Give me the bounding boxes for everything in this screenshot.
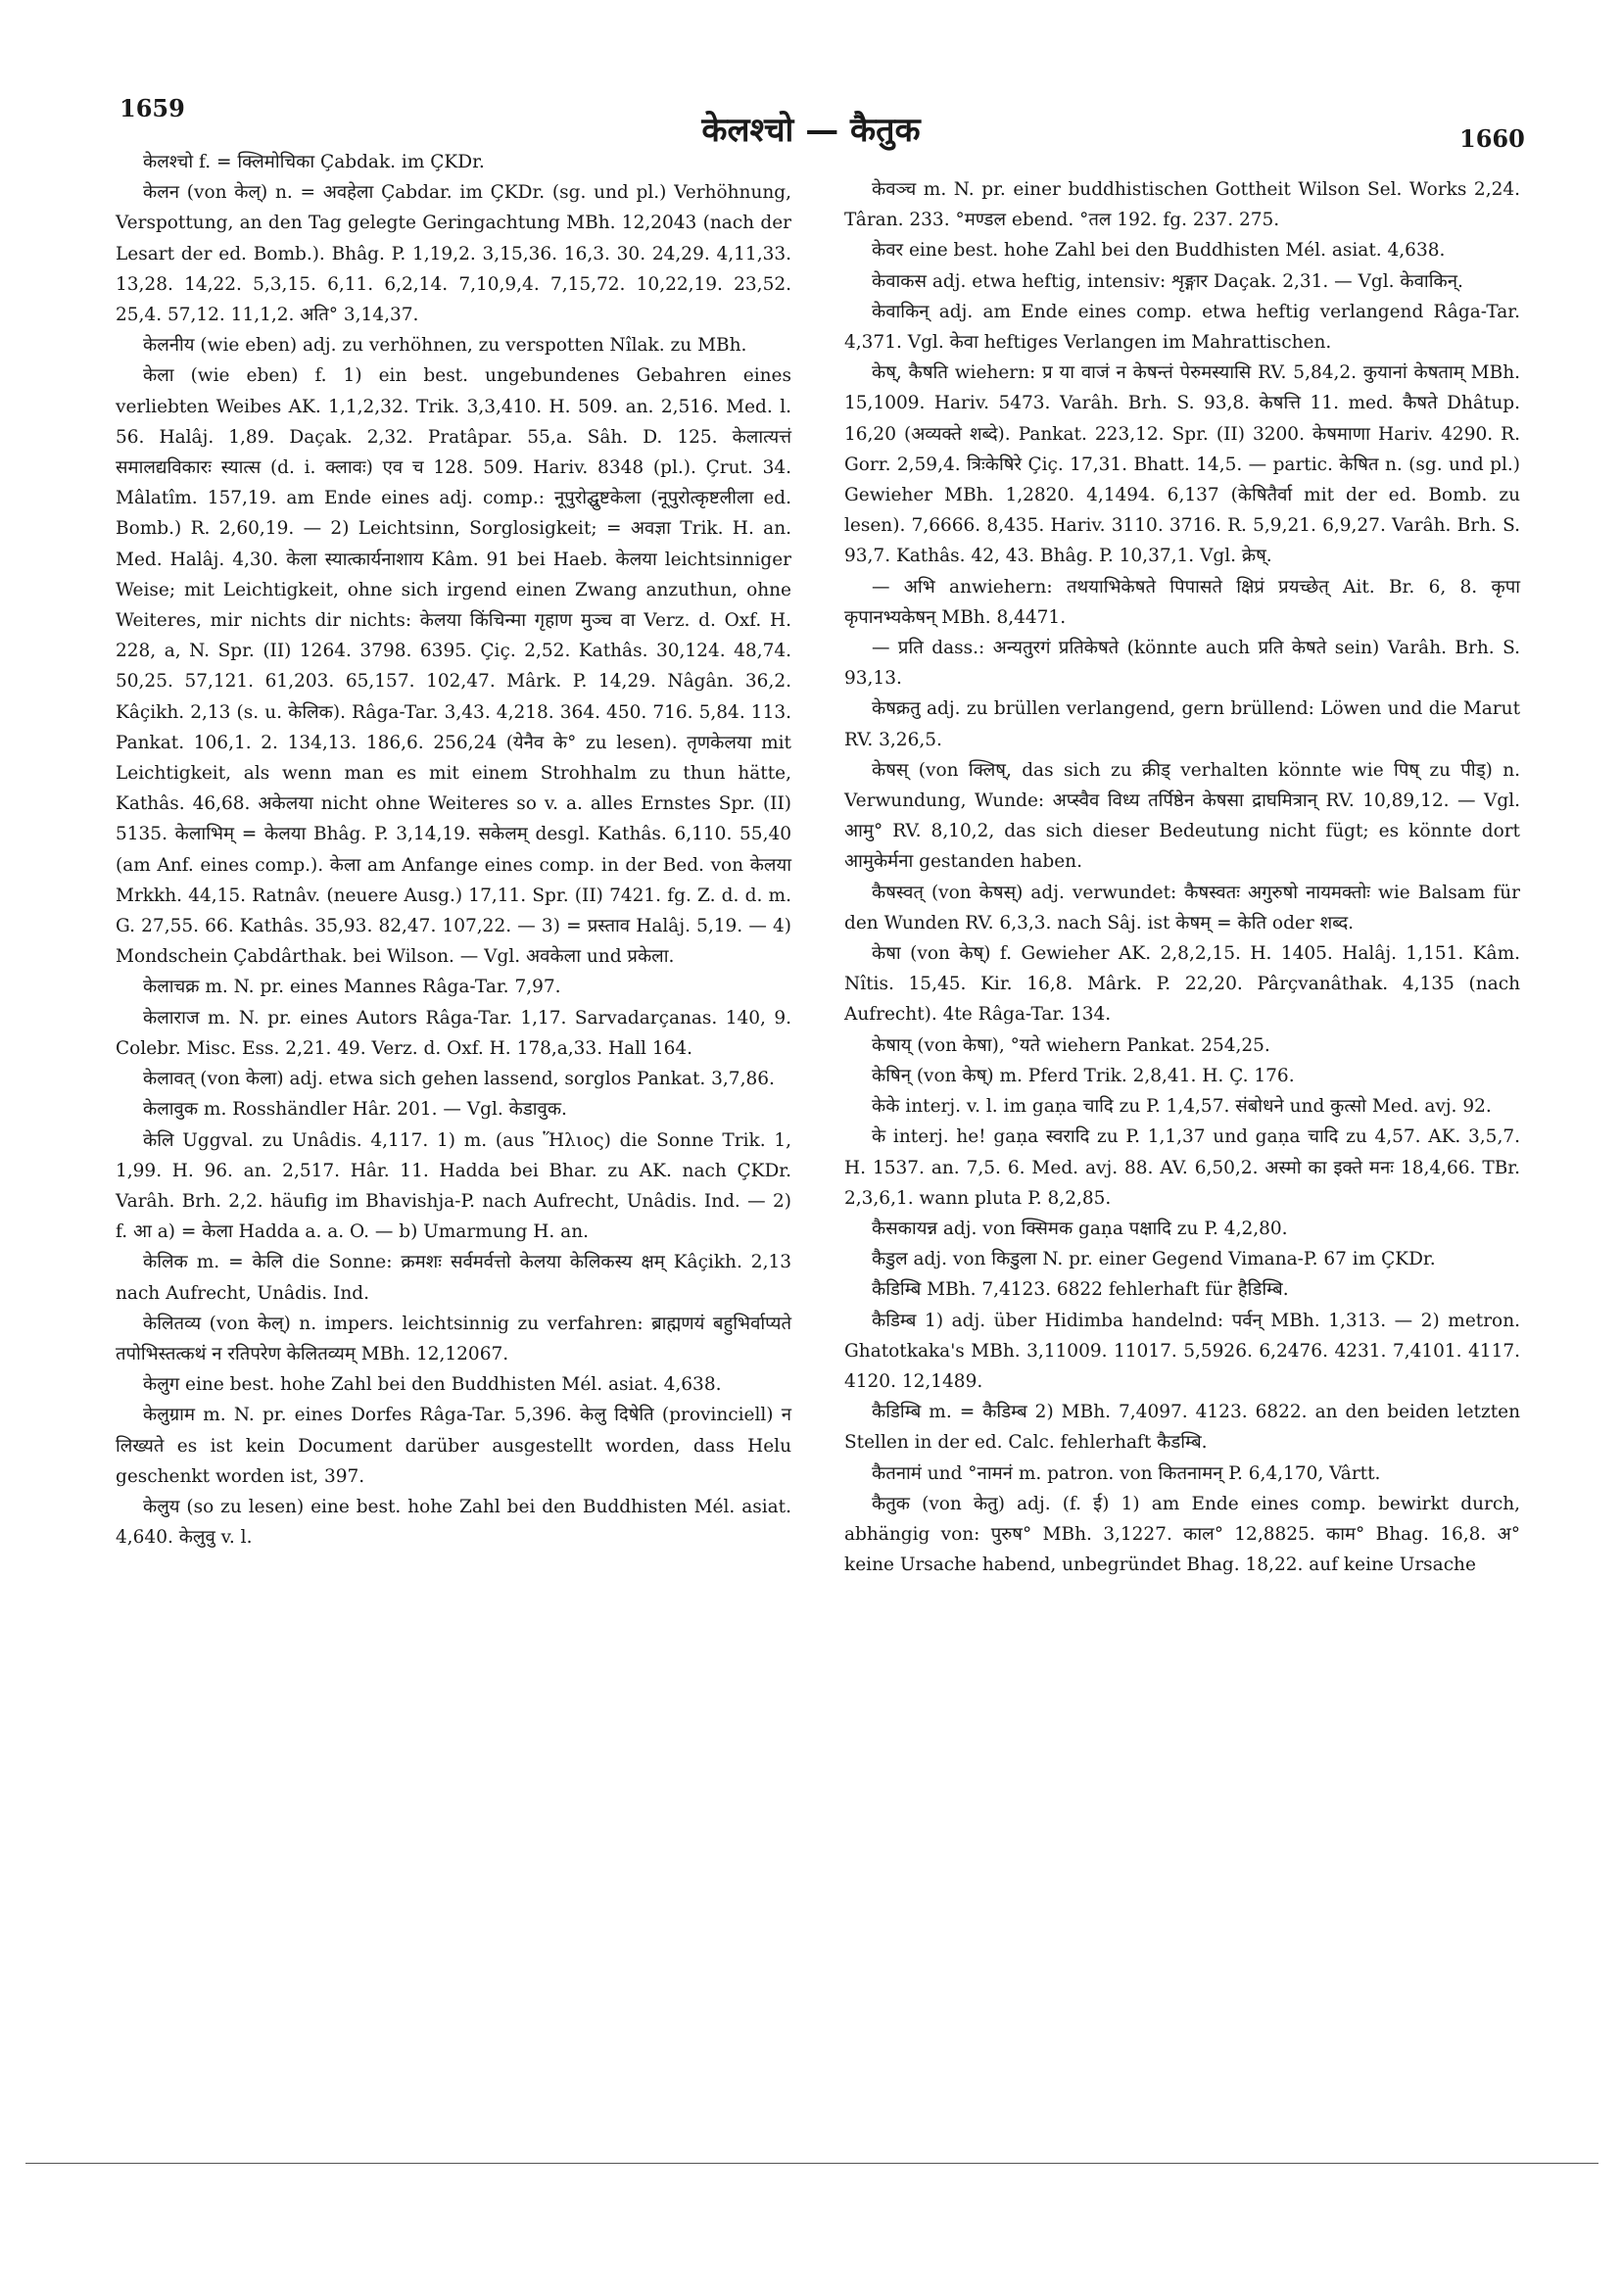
entry: केलि Uggval. zu Unâdis. 4,117. 1) m. (aus Ἥλιος) die Sonne Trik. 1, 1,99. H. 96. an. 2,517. Hâr. 11. Hadda bei Bhar. zu AK. nach ÇKDr. Varâh. Brh. 2,2. häufig im Bhavishja-P. nach Aufrecht, Unâdis. Ind. — 2) f. आ a) = केला Hadda a. a. O. — b) Umarmung H. an.: [116, 1129, 791, 1243]
entry: केषक्रतु adj. zu brüllen verlangend, gern brüllend: Löwen und die Marut RV. 3,26,5.: [844, 698, 1520, 750]
entry: केलावत् (von केला) adj. etwa sich gehen lassend, sorglos Pankat. 3,7,86.: [143, 1069, 775, 1090]
entry: केलुग्राम m. N. pr. eines Dorfes Râga-Tar. 5,396. केलु दिषेति (provinciell) न लिख्यते es ist kein Document darüber ausgestellt worden, dass Helu geschenkt worden ist, 397.: [116, 1405, 791, 1487]
entry: केला (wie eben) f. 1) ein best. ungebundenes Gebahren eines verliebten Weibes AK. 1,1,2,32. Trik. 3,3,410. H. 509. an. 2,516. Med. l. 56. Halâj. 1,89. Daçak. 2,32. Pratâpar. 55,a. Sâh. D. 125. केलात्यत्तं समालद्यविकारः स्यात्स (d. i. क्लावः) एव च 128. 509. Hariv. 8348 (pl.). Çrut. 34. Mâlatîm. 157,19. am Ende eines adj. comp.: नूपुरोद्घुष्टकेला (नूपुरोत्कृष्टलीला ed. Bomb.) R. 2,60,19. — 2) Leichtsinn, Sorglosigkeit; = अवज्ञा Trik. H. an. Med. Halâj. 4,30. केला स्यात्कार्यनाशाय Kâm. 91 bei Haeb. केलया leichtsinniger Weise; mit Leichtigkeit, ohne sich irgend einen Zwang anzuthun, ohne Weiteres, mir nichts dir nichts: केलया किंचिन्मा गृहाण मुञ्च वा Verz. d. Oxf. H. 228, a, N. Spr. (II) 1264. 3798. 6395. Çiç. 2,52. Kathâs. 30,124. 48,74. 50,25. 57,121. 61,203. 65,157. 102,47. Mârk. P. 14,29. Nâgân. 36,2. Kâçikh. 2,13 (s. u. केलिक). Râga-Tar. 3,43. 4,218. 364. 450. 716. 5,84. 113. Pankat. 106,1. 2. 134,13. 186,6. 256,24 (येनैव के° zu lesen). तृणकेलया mit Leichtigkeit, als wenn man es mit einem Strohhalm zu thun hätte, Kathâs. 46,68. अकेलया nicht ohne Weiteres so v. a. alles Ernstes Spr. (II) 5135. केलाभिम् = केलया Bhâg. P. 3,14,19. सकेलम् desgl. Kathâs. 6,110. 55,40 (am Anf. eines comp.). केला am Anfange eines comp. in der Bed. von केलया Mrkkh. 44,15. Ratnâv. (neuere Ausg.) 17,11. Spr. (II) 7421. fg. Z. d. d. m. G. 27,55. 66. Kathâs. 35,93. 82,47. 107,22. — 3) = प्रस्ताव Halâj. 5,19. — 4) Mondschein Çabdârthak. bei Wilson. — Vgl. अवकेला und प्रकेला.: [116, 365, 791, 968]
entry: केषाय् (von केषा), °यते wiehern Pankat. 254,25.: [872, 1034, 1270, 1056]
entry: कैसकायन्न adj. von क्सिमक gaṇa पक्षादि zu P. 4,2,80.: [872, 1218, 1288, 1239]
entry: केलनीय (wie eben) adj. zu verhöhnen, zu verspotten Nîlak. zu MBh.: [143, 335, 747, 357]
entry: कैषस्वत् (von केषस्) adj. verwundet: कैषस्वतः अगुरुषो नायमक्तोः wie Balsam für den Wunden RV. 6,3,3. nach Sâj. ist केषम् = केति oder शब्द.: [844, 882, 1520, 933]
entry: केलितव्य (von केल्) n. impers. leichtsinnig zu verfahren: ब्राह्मणयं बहुभिर्वाप्यते तपोभिस्तत्कथं न रतिपरेण केलितव्यम् MBh. 12,12067.: [116, 1313, 791, 1364]
entry: केवाकस adj. etwa heftig, intensiv: शृङ्गार Daçak. 2,31. — Vgl. केवाकिन्.: [872, 270, 1463, 292]
entry: केलन (von केल्) n. = अवहेला Çabdar. im ÇKDr. (sg. und pl.) Verhöhnung, Verspottung, an den Tag gelegte Geringachtung MBh. 12,2043 (nach der Lesart der ed. Bomb.). Bhâg. P. 1,19,2. 3,15,36. 16,3. 30. 24,29. 4,11,33. 13,28. 14,22. 5,3,15. 6,11. 6,2,14. 7,10,9,4. 7,15,72. 10,22,19. 23,52. 25,4. 57,12. 11,1,2. अति° 3,14,37.: [116, 182, 791, 326]
running-head: केलश्चो — कैतुक: [701, 111, 921, 150]
entry: केलिक m. = केलि die Sonne: क्रमशः सर्वमर्वत्तो केलया केलिकस्य क्षम् Kâçikh. 2,13 nach Aufrecht, Unâdis. Ind.: [116, 1252, 791, 1304]
entry: कैडिम्बि MBh. 7,4123. 6822 fehlerhaft für हैडिम्बि.: [872, 1279, 1289, 1301]
entry: केलुग eine best. hohe Zahl bei den Buddhisten Mél. asiat. 4,638.: [143, 1374, 722, 1396]
entry: केलाराज m. N. pr. eines Autors Râga-Tar. 1,17. Sarvadarçanas. 140, 9. Colebr. Misc. Ess. 2,21. 49. Verz. d. Oxf. H. 178,a,33. Hall 164.: [116, 1007, 791, 1059]
entry: कैडिम्ब 1) adj. über Hidimba handelnd: पर्वन् MBh. 1,313. — 2) metron. Ghatotkaka's MBh. 3,11009. 11017. 5,5926. 6,2476. 4231. 7,4101. 4117. 4120. 12,1489.: [844, 1310, 1520, 1392]
entry: — प्रति dass.: अन्यतुरगं प्रतिकेषते (könnte auch प्रति केषते sein) Varâh. Brh. S. 93,13.: [844, 638, 1520, 690]
entry: केषिन् (von केष्) m. Pferd Trik. 2,8,41. H. Ç. 176.: [872, 1065, 1295, 1086]
page-number-left: 1659: [119, 94, 185, 122]
entry: केषा (von केष्) f. Gewieher AK. 2,8,2,15. H. 1405. Halâj. 1,151. Kâm. Nîtis. 15,45. Kir. 16,8. Mârk. P. 22,20. Pârçvanâthak. 4,135 (nach Aufrecht). 4te Râga-Tar. 134.: [844, 943, 1520, 1026]
entry: केवञ्च m. N. pr. einer buddhistischen Gottheit Wilson Sel. Works 2,24. Târan. 233. °मण्डल ebend. °तल 192. fg. 237. 275.: [844, 179, 1520, 231]
entry: केषस् (von क्लिष्, das sich zu क्रीड् verhalten könnte wie पिष् zu पीड्) n. Verwundung, Wunde: अप्स्वैव विध्य तर्पिष्ठेन केषसा द्राघमित्रान् RV. 10,89,12. — Vgl. आमु° RV. 8,10,2, das sich dieser Bedeutung nicht fügt; es könnte dort आमुकेर्मना gestanden haben.: [844, 759, 1520, 873]
entry: केके interj. v. l. im gaṇa चादि zu P. 1,4,57. संबोधने und कुत्सो Med. avj. 92.: [872, 1096, 1492, 1118]
entry: कैडुल adj. von किडुला N. pr. einer Gegend Vimana-P. 67 im ÇKDr.: [872, 1249, 1436, 1270]
right-column: [844, 174, 1520, 1580]
bottom-rule: [25, 2163, 1598, 2164]
entry: — अभि anwiehern: तथयाभिकेषते पिपासते क्षिप्रं प्रयच्छेत् Ait. Br. 6, 8. कृपा कृपानभ्यकेषन् MBh. 8,4471.: [844, 576, 1520, 628]
entry: कैडिम्बि m. = कैडिम्ब 2) MBh. 7,4097. 4123. 6822. an den beiden letzten Stellen in der ed. Calc. fehlerhaft कैडम्बि.: [844, 1402, 1520, 1454]
entry: केलाचक्र m. N. pr. eines Mannes Râga-Tar. 7,97.: [143, 977, 561, 998]
entry: केवाकिन् adj. am Ende eines comp. etwa heftig verlangend Râga-Tar. 4,371. Vgl. केवा heftiges Verlangen im Mahrattischen.: [844, 301, 1520, 354]
page-number-right: 1660: [1459, 124, 1525, 153]
entry: केलश्चो f. = क्लिमोचिका Çabdak. im ÇKDr.: [143, 152, 485, 172]
entry: के interj. he! gaṇa स्वरादि zu P. 1,1,37 und gaṇa चादि zu 4,57. AK. 3,5,7. H. 1537. an. 7,5. 6. Med. avj. 88. AV. 6,50,2. अस्मो का इक्ते मनः 18,4,66. TBr. 2,3,6,1. wann pluta P. 8,2,85.: [844, 1126, 1520, 1209]
entry: केवर eine best. hohe Zahl bei den Buddhisten Mél. asiat. 4,638.: [872, 240, 1446, 262]
entry: कैतनामं und °नामनं m. patron. von कितनामन् P. 6,4,170, Vârtt.: [872, 1462, 1381, 1484]
left-column: [116, 147, 791, 1553]
entry: केष्, कैषति wiehern: प्र या वाजं न केषन्तं पेरुमस्यासि RV. 5,84,2. कुयानां केषताम् MBh. 15,1009. Hariv. 5473. Varâh. Brh. S. 93,8. केषत्ति 11. med. कैषते Dhâtup. 16,20 (अव्यक्ते शब्दे). Pankat. 223,12. Spr. (II) 3200. केषमाणा Hariv. 4290. R. Gorr. 2,59,4. त्रिःकेषिरे Çiç. 17,31. Bhatt. 14,5. — partic. केषित n. (sg. und pl.) Gewieher MBh. 1,2820. 4,1494. 6,137 (केषितैर्वा mit der ed. Bomb. zu lesen). 7,6666. 8,435. Hariv. 3110. 3716. R. 5,9,21. 6,9,27. Varâh. Brh. S. 93,7. Kathâs. 42, 43. Bhâg. P. 10,37,1. Vgl. क्रेष्.: [844, 362, 1520, 567]
entry: केलावुक m. Rosshändler Hâr. 201. — Vgl. केडावुक.: [143, 1099, 567, 1121]
entry: केलुय (so zu lesen) eine best. hohe Zahl bei den Buddhisten Mél. asiat. 4,640. केलुवु v. l.: [116, 1496, 791, 1549]
entry: कैतुक (von केतु) adj. (f. ई) 1) am Ende eines comp. bewirkt durch, abhängig von: पुरुष° MBh. 3,1227. काल° 12,8825. काम° Bhag. 16,8. अ° keine Ursache habend, unbegründet Bhag. 18,22. auf keine Ursache: [844, 1493, 1520, 1576]
